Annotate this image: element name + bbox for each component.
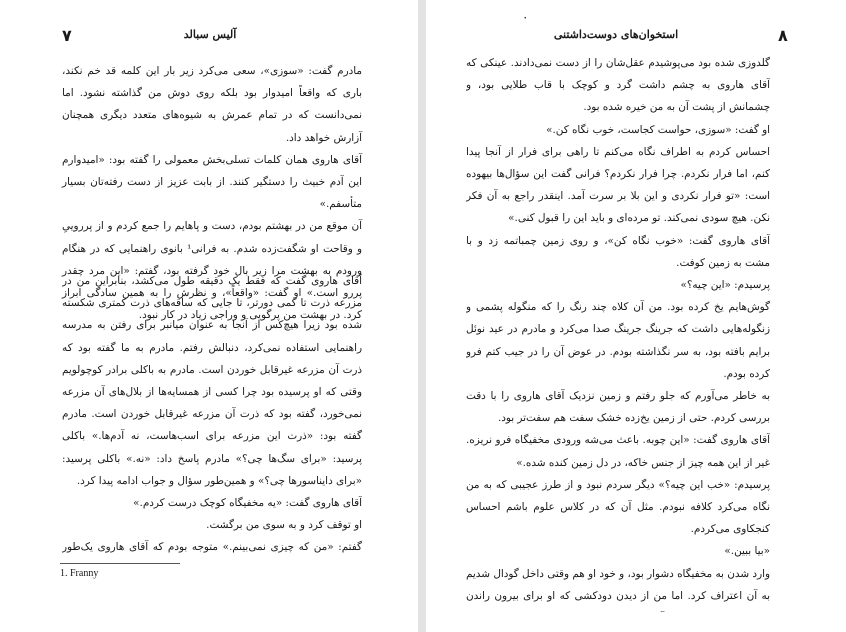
paragraph: وارد شدن به مخفیگاه دشوار بود، و خود او هم وقتی داخل گودال شدیم به آن اعتراف کرد. اما من از دیدن دودکشی که او برای بیرون راندن	[466, 567, 770, 602]
top-mark: ۰	[522, 10, 529, 24]
paragraph: آقای هاروی گفت که فقط یک دقیقه طول می‌کشد، بنابراین من در مزرعه ذرت تا کمی دورتر، تا جایی که ساقه‌های ذرت کمتری شکسته شده بود زیرا هیچ‌کس از آنجا به عنوان میانبر برای رفتن به مدرسه راهنمایی استفاده نمی‌کرد، دنبالش رفتم. مادرم به ما گفته بود که ذرت آن مزرعه غیرقابل خوردن است. مادرم به باکلی برادر کوچولویم وقتی که او پرسیده بود چرا کسی از همسایه‌ها از بلال‌های آن مزرعه نمی‌خورد، گفته بود که ذرت آن مزرعه غیرقابل خوردن است. مادرم گفته بود: «ذرت این مزرعه برای اسب‌هاست، نه آدم‌ها.» باکلی پرسید: «برای سگ‌ها چی؟» مادرم پاسخ داد: «نه.» باکلی پرسید: «برای دایناسورها چی؟» و همین‌طور سؤال و جواب ادامه پیدا کرد.	[62, 275, 362, 487]
paragraph: او توقف کرد و به سوی من برگشت.	[206, 519, 362, 532]
paragraph: به خاطر می‌آورم که جلو رفتم و زمین نزدیک آقای هاروی را با دقت بررسی کردم. حتی از زمین یخ‌زده خشک سفت هم سفت‌تر بود.	[466, 390, 770, 425]
paragraph: آقای هاروی گفت: «یه مخفیگاه کوچک درست کردم.»	[133, 497, 362, 510]
footnote-rule	[60, 563, 180, 564]
text-block-2	[62, 270, 362, 560]
left-page	[0, 0, 418, 632]
paragraph: احساس کردم به اطراف نگاه می‌کنم تا راهی برای فرار از آنجا پیدا کنم، اما فرار نکردم. چرا فرار نکردم؟ فرانی گفت این سؤال‌ها بیهوده است: «تو فرار نکردی و این بلا بر سرت آمد. اینقدر راجع به آن فکر نکن. هیچ سودی نمی‌کند. تو مرده‌ای و باید این را قبول کنی.»	[466, 145, 770, 225]
paragraph: گلدوزی شده بود می‌پوشیدم عقل‌شان را از دست نمی‌دادند. عینکی که آقای هاروی به چشم داشت گرد و کوچک با قاب طلایی بود، و چشمانش از پشت آن به من خیره شده بود.	[466, 57, 770, 114]
paragraph: پرسیدم: «این چیه؟»	[680, 279, 770, 292]
paragraph: او گفت: «سوزی، حواست کجاست، خوب نگاه کن.»	[546, 123, 770, 136]
running-header: استخوان‌های دوست‌داشتنی	[553, 28, 679, 41]
paragraph: آقای هاروی گفت: «خوب نگاه کن»، و روی زمین چمباتمه زد و با مشت به زمین کوفت.	[466, 234, 770, 269]
text-block	[466, 52, 770, 612]
paragraph: پرسیدم: «خب این چیه؟» دیگر سردم نبود و از طرز عجیبی که به من نگاه می‌کرد کلافه نبودم. مثل آن که در کلاس علوم باشم احساس کنجکاوی می‌کردم.	[466, 478, 770, 536]
paragraph: آقای هاروی همان کلمات تسلی‌بخش معمولی را گفته بود: «امیدوارم این آدم خبیث را دستگیر کنند. از بابت عزیز از دست رفته‌تان بسیار متأسفم.»	[62, 153, 362, 211]
book-gutter	[418, 0, 426, 632]
footnote: 1. Franny	[60, 568, 99, 579]
paragraph: آقای هاروی گفت: «این چوبه. باعث می‌شه ورودی مخفیگاه فرو نریزه. غیر از این همه چیز از جنس خاکه، در دل زمین کنده شده.»	[466, 434, 770, 469]
page-number: ۷	[62, 26, 72, 45]
right-page	[426, 0, 846, 632]
running-header: آلیس سبالد	[183, 28, 237, 41]
page-number: ۸	[778, 26, 788, 45]
paragraph: گفتم: «من که چیزی نمی‌بینم.» متوجه بودم که آقای هاروی یک‌طور	[62, 541, 362, 554]
paragraph: مادرم گفت: «سوزی»، سعی می‌کرد زیر بار این کلمه قد خم نکند، باری که واقعاً امیدوار بود بلکه روی دوش من گذاشته نشود. اما نمی‌دانست که در تمام عمرش به شیوه‌های متعدد دیگری همچنان آزارش خواهد داد.	[62, 65, 362, 144]
paragraph: آن موقع من در بهشتم بودم، دست و پاهایم را جمع کردم و از پرروییِ و وقاحت او شگفت‌زده شدم. به فرانی¹ بانوی راهنمایی که در هنگام ورودم به بهشت مرا زیر بال خود گرفته بود، گفتم: «این مرد چقدر پررو است.» او گفت: «واقعاً»، و نظرش را به همین سادگی ابراز کرد. در بهشت من پرگویی و وراجی زیاد در کار نبود.	[62, 220, 362, 322]
paragraph: گوش‌هایم یخ کرده بود. من آن کلاه چند رنگ را که منگوله پشمی و زنگوله‌هایی داشت که جرینگ جرینگ صدا می‌کرد و مادرم در عید نوئل برایم بافته بود، به سر نگذاشته بودم. در عوض آن را در جیب کتم فرو کرده بودم.	[466, 301, 770, 380]
paragraph: «بیا ببین.»	[724, 545, 770, 558]
